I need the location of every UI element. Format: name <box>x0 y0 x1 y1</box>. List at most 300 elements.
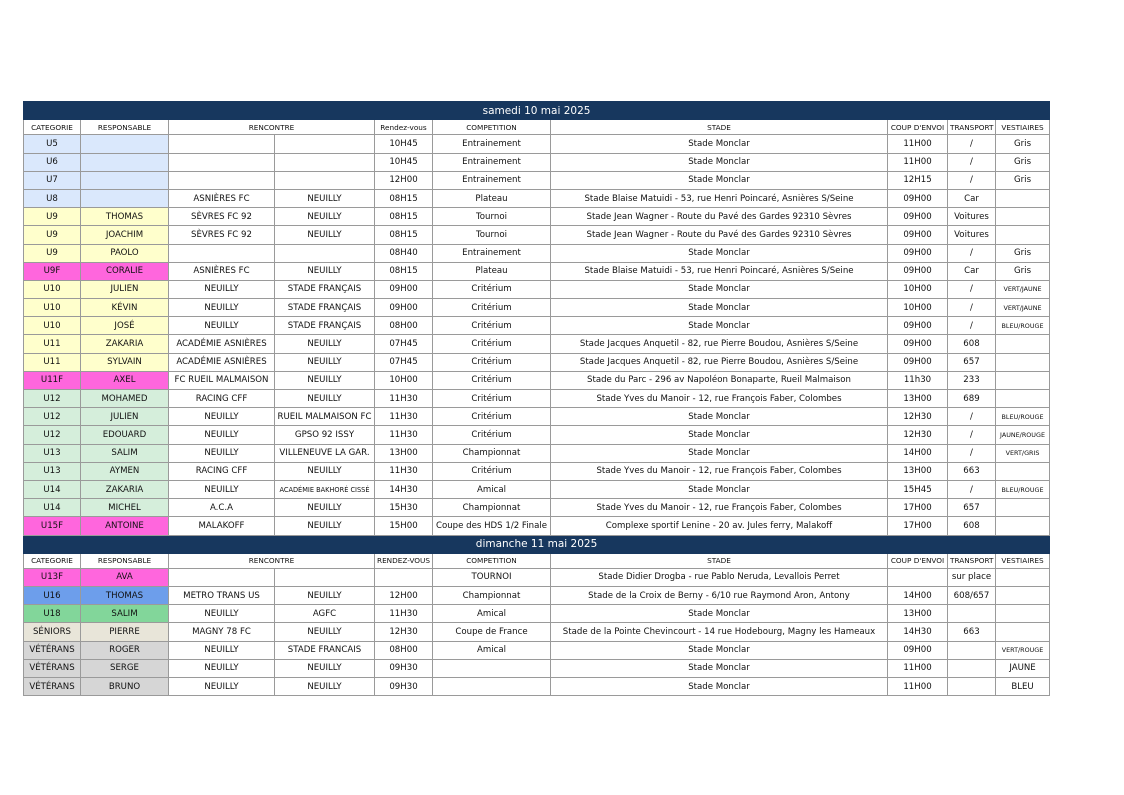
responsable-cell: AXEL <box>81 371 169 389</box>
stade-cell: Stade Monclar <box>551 605 888 623</box>
transport-cell: / <box>948 426 996 444</box>
category-cell: U12 <box>24 390 81 408</box>
home-team-cell <box>169 568 275 586</box>
transport-cell: 663 <box>948 462 996 480</box>
away-team-cell <box>275 135 375 153</box>
coup-envoi-cell: 09H00 <box>888 335 948 353</box>
home-team-cell: NEUILLY <box>169 641 275 659</box>
transport-cell: 657 <box>948 353 996 371</box>
vestiaires-cell: Gris <box>996 135 1050 153</box>
stade-cell: Stade Blaise Matuidi - 53, rue Henri Poincaré, Asnières S/Seine <box>551 262 888 280</box>
competition-cell: Critérium <box>433 280 551 298</box>
transport-cell: / <box>948 171 996 189</box>
transport-cell: / <box>948 280 996 298</box>
vestiaires-cell <box>996 517 1050 535</box>
competition-cell: Entrainement <box>433 244 551 262</box>
away-team-cell: STADE FRANCAIS <box>275 641 375 659</box>
stade-cell: Complexe sportif Lenine - 20 av. Jules ferry, Malakoff <box>551 517 888 535</box>
header-coup-envoi: COUP D'ENVOI <box>888 553 948 568</box>
table-row <box>24 444 1050 462</box>
table-row <box>24 226 1050 244</box>
responsable-cell: ROGER <box>81 641 169 659</box>
header-responsable: RESPONSABLE <box>81 553 169 568</box>
vestiaires-cell <box>996 390 1050 408</box>
away-team-cell <box>275 171 375 189</box>
home-team-cell: ACADÉMIE ASNIÈRES <box>169 353 275 371</box>
rendez-vous-cell: 11H30 <box>375 605 433 623</box>
competition-cell: Critérium <box>433 408 551 426</box>
stade-cell: Stade Yves du Manoir - 12, rue François Faber, Colombes <box>551 499 888 517</box>
category-cell: VÉTÉRANS <box>24 678 81 696</box>
stade-cell: Stade Monclar <box>551 641 888 659</box>
header-categorie: CATEGORIE <box>24 553 81 568</box>
schedule-table <box>23 101 1050 696</box>
rendez-vous-cell: 08H00 <box>375 641 433 659</box>
home-team-cell: RACING CFF <box>169 390 275 408</box>
competition-cell: Coupe des HDS 1/2 Finale <box>433 517 551 535</box>
away-team-cell: GPSO 92 ISSY <box>275 426 375 444</box>
category-cell: U13 <box>24 444 81 462</box>
away-team-cell: AGFC <box>275 605 375 623</box>
home-team-cell: NEUILLY <box>169 678 275 696</box>
header-stade: STADE <box>551 553 888 568</box>
competition-cell: Critérium <box>433 299 551 317</box>
rendez-vous-cell: 12H30 <box>375 623 433 641</box>
rendez-vous-cell: 11H30 <box>375 462 433 480</box>
vestiaires-cell <box>996 353 1050 371</box>
transport-cell: / <box>948 444 996 462</box>
rendez-vous-cell: 15H00 <box>375 517 433 535</box>
home-team-cell: A.C.A <box>169 499 275 517</box>
vestiaires-cell <box>996 499 1050 517</box>
home-team-cell: MAGNY 78 FC <box>169 623 275 641</box>
header-categorie: CATEGORIE <box>24 120 81 135</box>
responsable-cell: SALIM <box>81 605 169 623</box>
header-coup-envoi: COUP D'ENVOI <box>888 120 948 135</box>
home-team-cell <box>169 135 275 153</box>
home-team-cell: NEUILLY <box>169 280 275 298</box>
responsable-cell: KÉVIN <box>81 299 169 317</box>
vestiaires-cell <box>996 568 1050 586</box>
rendez-vous-cell: 09H00 <box>375 299 433 317</box>
away-team-cell: NEUILLY <box>275 335 375 353</box>
category-cell: U16 <box>24 587 81 605</box>
coup-envoi-cell: 11h30 <box>888 371 948 389</box>
away-team-cell: NEUILLY <box>275 189 375 207</box>
category-cell: U14 <box>24 480 81 498</box>
rendez-vous-cell: 10H00 <box>375 371 433 389</box>
away-team-cell: STADE FRANÇAIS <box>275 317 375 335</box>
stade-cell: Stade Monclar <box>551 317 888 335</box>
transport-cell: 608 <box>948 517 996 535</box>
stade-cell: Stade Monclar <box>551 171 888 189</box>
rendez-vous-cell: 14H30 <box>375 480 433 498</box>
rendez-vous-cell: 11H30 <box>375 408 433 426</box>
table-row <box>24 408 1050 426</box>
competition-cell: Entrainement <box>433 135 551 153</box>
competition-cell <box>433 659 551 677</box>
transport-cell: 663 <box>948 623 996 641</box>
away-team-cell: NEUILLY <box>275 208 375 226</box>
responsable-cell: ZAKARIA <box>81 335 169 353</box>
header-competition: COMPETITION <box>433 120 551 135</box>
vestiaires-cell: JAUNE/ROUGE <box>996 426 1050 444</box>
away-team-cell: STADE FRANÇAIS <box>275 299 375 317</box>
responsable-cell: PIERRE <box>81 623 169 641</box>
coup-envoi-cell: 10H00 <box>888 299 948 317</box>
responsable-cell: JULIEN <box>81 408 169 426</box>
home-team-cell <box>169 244 275 262</box>
header-competition: COMPETITION <box>433 553 551 568</box>
transport-cell <box>948 641 996 659</box>
coup-envoi-cell: 11H00 <box>888 678 948 696</box>
competition-cell: Plateau <box>433 262 551 280</box>
category-cell: VÉTÉRANS <box>24 641 81 659</box>
category-cell: U7 <box>24 171 81 189</box>
transport-cell <box>948 605 996 623</box>
vestiaires-cell: BLEU/ROUGE <box>996 408 1050 426</box>
coup-envoi-cell: 09H00 <box>888 189 948 207</box>
home-team-cell: ASNIÈRES FC <box>169 262 275 280</box>
stade-cell: Stade du Parc - 296 av Napoléon Bonaparte, Rueil Malmaison <box>551 371 888 389</box>
stade-cell: Stade Yves du Manoir - 12, rue François Faber, Colombes <box>551 390 888 408</box>
coup-envoi-cell: 17H00 <box>888 517 948 535</box>
transport-cell: sur place <box>948 568 996 586</box>
rendez-vous-cell: 11H30 <box>375 426 433 444</box>
home-team-cell: NEUILLY <box>169 426 275 444</box>
category-cell: U9 <box>24 244 81 262</box>
rendez-vous-cell: 08H15 <box>375 226 433 244</box>
table-row <box>24 299 1050 317</box>
table-row <box>24 171 1050 189</box>
stade-cell: Stade Yves du Manoir - 12, rue François Faber, Colombes <box>551 462 888 480</box>
stade-cell: Stade Monclar <box>551 280 888 298</box>
coup-envoi-cell: 11H00 <box>888 135 948 153</box>
day-title: samedi 10 mai 2025 <box>24 102 1050 120</box>
coup-envoi-cell: 10H00 <box>888 280 948 298</box>
category-cell: U9 <box>24 226 81 244</box>
home-team-cell: ASNIÈRES FC <box>169 189 275 207</box>
competition-cell: Championnat <box>433 499 551 517</box>
category-cell: U11 <box>24 353 81 371</box>
table-row <box>24 623 1050 641</box>
away-team-cell: NEUILLY <box>275 587 375 605</box>
coup-envoi-cell: 17H00 <box>888 499 948 517</box>
transport-cell: 608/657 <box>948 587 996 605</box>
responsable-cell: ANTOINE <box>81 517 169 535</box>
category-cell: U15F <box>24 517 81 535</box>
table-row <box>24 390 1050 408</box>
home-team-cell: NEUILLY <box>169 659 275 677</box>
vestiaires-cell <box>996 371 1050 389</box>
away-team-cell: NEUILLY <box>275 462 375 480</box>
table-row <box>24 135 1050 153</box>
competition-cell: Amical <box>433 641 551 659</box>
vestiaires-cell: JAUNE <box>996 659 1050 677</box>
competition-cell: Coupe de France <box>433 623 551 641</box>
transport-cell: / <box>948 135 996 153</box>
table-row <box>24 462 1050 480</box>
rendez-vous-cell: 12H00 <box>375 587 433 605</box>
transport-cell <box>948 659 996 677</box>
coup-envoi-cell: 12H15 <box>888 171 948 189</box>
day-banner <box>24 102 1050 120</box>
coup-envoi-cell: 11H00 <box>888 153 948 171</box>
coup-envoi-cell: 14H30 <box>888 623 948 641</box>
responsable-cell: JULIEN <box>81 280 169 298</box>
header-vestiaires: VESTIAIRES <box>996 120 1050 135</box>
vestiaires-cell: VERT/JAUNE <box>996 280 1050 298</box>
home-team-cell: NEUILLY <box>169 605 275 623</box>
coup-envoi-cell <box>888 568 948 586</box>
table-row <box>24 371 1050 389</box>
coup-envoi-cell: 14H00 <box>888 587 948 605</box>
table-row <box>24 244 1050 262</box>
vestiaires-cell <box>996 335 1050 353</box>
header-transport: TRANSPORT <box>948 120 996 135</box>
away-team-cell: NEUILLY <box>275 390 375 408</box>
home-team-cell: ACADÉMIE ASNIÈRES <box>169 335 275 353</box>
transport-cell: 233 <box>948 371 996 389</box>
responsable-cell: SALIM <box>81 444 169 462</box>
coup-envoi-cell: 09H00 <box>888 262 948 280</box>
coup-envoi-cell: 13H00 <box>888 605 948 623</box>
table-row <box>24 678 1050 696</box>
competition-cell: Amical <box>433 480 551 498</box>
transport-cell: 689 <box>948 390 996 408</box>
table-row <box>24 605 1050 623</box>
rendez-vous-cell: 12H00 <box>375 171 433 189</box>
table-row <box>24 353 1050 371</box>
competition-cell: Critérium <box>433 462 551 480</box>
competition-cell: Championnat <box>433 587 551 605</box>
competition-cell: TOURNOI <box>433 568 551 586</box>
rendez-vous-cell: 13H00 <box>375 444 433 462</box>
table-row <box>24 317 1050 335</box>
home-team-cell: NEUILLY <box>169 444 275 462</box>
competition-cell: Critérium <box>433 335 551 353</box>
vestiaires-cell <box>996 226 1050 244</box>
rendez-vous-cell: 08H15 <box>375 208 433 226</box>
category-cell: U14 <box>24 499 81 517</box>
competition-cell: Plateau <box>433 189 551 207</box>
competition-cell: Tournoi <box>433 208 551 226</box>
vestiaires-cell: VERT/GRIS <box>996 444 1050 462</box>
stade-cell: Stade Monclar <box>551 408 888 426</box>
stade-cell: Stade Monclar <box>551 480 888 498</box>
table-row <box>24 517 1050 535</box>
competition-cell: Critérium <box>433 390 551 408</box>
away-team-cell <box>275 244 375 262</box>
vestiaires-cell: VERT/JAUNE <box>996 299 1050 317</box>
vestiaires-cell <box>996 623 1050 641</box>
header-rendez-vous: Rendez-vous <box>375 120 433 135</box>
table-row <box>24 641 1050 659</box>
category-cell: U10 <box>24 280 81 298</box>
home-team-cell <box>169 171 275 189</box>
category-cell: U11F <box>24 371 81 389</box>
category-cell: U10 <box>24 299 81 317</box>
rendez-vous-cell: 09H30 <box>375 659 433 677</box>
responsable-cell: JOSÉ <box>81 317 169 335</box>
responsable-cell: SERGE <box>81 659 169 677</box>
table-row <box>24 480 1050 498</box>
competition-cell: Critérium <box>433 426 551 444</box>
stade-cell: Stade Monclar <box>551 299 888 317</box>
table-row <box>24 208 1050 226</box>
responsable-cell: CORALIE <box>81 262 169 280</box>
home-team-cell: RACING CFF <box>169 462 275 480</box>
responsable-cell: PAOLO <box>81 244 169 262</box>
responsable-cell: MOHAMED <box>81 390 169 408</box>
away-team-cell: NEUILLY <box>275 659 375 677</box>
vestiaires-cell <box>996 189 1050 207</box>
day-banner <box>24 535 1050 553</box>
away-team-cell: NEUILLY <box>275 226 375 244</box>
away-team-cell: NEUILLY <box>275 517 375 535</box>
table-row <box>24 426 1050 444</box>
coup-envoi-cell: 09H00 <box>888 226 948 244</box>
responsable-cell <box>81 189 169 207</box>
away-team-cell: NEUILLY <box>275 499 375 517</box>
table-row <box>24 587 1050 605</box>
coup-envoi-cell: 09H00 <box>888 208 948 226</box>
stade-cell: Stade Monclar <box>551 244 888 262</box>
vestiaires-cell <box>996 587 1050 605</box>
category-cell: U8 <box>24 189 81 207</box>
coup-envoi-cell: 12H30 <box>888 408 948 426</box>
rendez-vous-cell: 07H45 <box>375 353 433 371</box>
category-cell: U10 <box>24 317 81 335</box>
vestiaires-cell <box>996 605 1050 623</box>
header-responsable: RESPONSABLE <box>81 120 169 135</box>
category-cell: U5 <box>24 135 81 153</box>
away-team-cell: ACADÉMIE BAKHORÉ CISSÉ <box>275 480 375 498</box>
home-team-cell: MALAKOFF <box>169 517 275 535</box>
away-team-cell: NEUILLY <box>275 371 375 389</box>
table-row <box>24 153 1050 171</box>
schedule-body <box>24 102 1050 696</box>
rendez-vous-cell: 07H45 <box>375 335 433 353</box>
table-row <box>24 499 1050 517</box>
vestiaires-cell: Gris <box>996 171 1050 189</box>
responsable-cell: AYMEN <box>81 462 169 480</box>
header-row <box>24 120 1050 135</box>
vestiaires-cell <box>996 208 1050 226</box>
stade-cell: Stade Monclar <box>551 135 888 153</box>
transport-cell: / <box>948 244 996 262</box>
vestiaires-cell <box>996 462 1050 480</box>
rendez-vous-cell: 11H30 <box>375 390 433 408</box>
home-team-cell: METRO TRANS US <box>169 587 275 605</box>
table-row <box>24 568 1050 586</box>
responsable-cell: ZAKARIA <box>81 480 169 498</box>
rendez-vous-cell: 08H15 <box>375 189 433 207</box>
competition-cell: Entrainement <box>433 153 551 171</box>
rendez-vous-cell: 15H30 <box>375 499 433 517</box>
category-cell: VÉTÉRANS <box>24 659 81 677</box>
category-cell: U13F <box>24 568 81 586</box>
competition-cell: Championnat <box>433 444 551 462</box>
home-team-cell: NEUILLY <box>169 317 275 335</box>
category-cell: U12 <box>24 408 81 426</box>
rendez-vous-cell: 09H30 <box>375 678 433 696</box>
vestiaires-cell: Gris <box>996 262 1050 280</box>
stade-cell: Stade Jacques Anquetil - 82, rue Pierre Boudou, Asnières S/Seine <box>551 353 888 371</box>
responsable-cell: SYLVAIN <box>81 353 169 371</box>
rendez-vous-cell: 08H15 <box>375 262 433 280</box>
away-team-cell <box>275 153 375 171</box>
stade-cell: Stade Monclar <box>551 678 888 696</box>
transport-cell: Car <box>948 262 996 280</box>
home-team-cell: FC RUEIL MALMAISON <box>169 371 275 389</box>
transport-cell: / <box>948 408 996 426</box>
transport-cell: / <box>948 153 996 171</box>
category-cell: SÉNIORS <box>24 623 81 641</box>
vestiaires-cell: BLEU <box>996 678 1050 696</box>
transport-cell: Voitures <box>948 208 996 226</box>
stade-cell: Stade Monclar <box>551 426 888 444</box>
home-team-cell: NEUILLY <box>169 408 275 426</box>
rendez-vous-cell: 09H00 <box>375 280 433 298</box>
day-title: dimanche 11 mai 2025 <box>24 535 1050 553</box>
home-team-cell: SÈVRES FC 92 <box>169 208 275 226</box>
responsable-cell <box>81 153 169 171</box>
category-cell: U9F <box>24 262 81 280</box>
coup-envoi-cell: 12H30 <box>888 426 948 444</box>
coup-envoi-cell: 09H00 <box>888 317 948 335</box>
stade-cell: Stade Blaise Matuidi - 53, rue Henri Poincaré, Asnières S/Seine <box>551 189 888 207</box>
header-rencontre: RENCONTRE <box>169 553 375 568</box>
table-row <box>24 659 1050 677</box>
competition-cell: Critérium <box>433 371 551 389</box>
category-cell: U9 <box>24 208 81 226</box>
competition-cell: Tournoi <box>433 226 551 244</box>
table-row <box>24 335 1050 353</box>
coup-envoi-cell: 15H45 <box>888 480 948 498</box>
transport-cell: / <box>948 299 996 317</box>
competition-cell: Critérium <box>433 317 551 335</box>
stade-cell: Stade Monclar <box>551 153 888 171</box>
stade-cell: Stade Monclar <box>551 444 888 462</box>
competition-cell: Amical <box>433 605 551 623</box>
home-team-cell: SÈVRES FC 92 <box>169 226 275 244</box>
away-team-cell: NEUILLY <box>275 262 375 280</box>
rendez-vous-cell: 10H45 <box>375 153 433 171</box>
category-cell: U11 <box>24 335 81 353</box>
transport-cell: 608 <box>948 335 996 353</box>
coup-envoi-cell: 09H00 <box>888 244 948 262</box>
vestiaires-cell: Gris <box>996 244 1050 262</box>
stade-cell: Stade Jean Wagner - Route du Pavé des Gardes 92310 Sèvres <box>551 208 888 226</box>
category-cell: U12 <box>24 426 81 444</box>
stade-cell: Stade Monclar <box>551 659 888 677</box>
competition-cell: Critérium <box>433 353 551 371</box>
vestiaires-cell: BLEU/ROUGE <box>996 317 1050 335</box>
responsable-cell <box>81 135 169 153</box>
category-cell: U18 <box>24 605 81 623</box>
coup-envoi-cell: 09H00 <box>888 641 948 659</box>
rendez-vous-cell: 10H45 <box>375 135 433 153</box>
table-row <box>24 189 1050 207</box>
table-row <box>24 262 1050 280</box>
home-team-cell: NEUILLY <box>169 480 275 498</box>
rendez-vous-cell: 08H40 <box>375 244 433 262</box>
stade-cell: Stade Jacques Anquetil - 82, rue Pierre Boudou, Asnières S/Seine <box>551 335 888 353</box>
home-team-cell: NEUILLY <box>169 299 275 317</box>
transport-cell: 657 <box>948 499 996 517</box>
away-team-cell: VILLENEUVE LA GAR. <box>275 444 375 462</box>
